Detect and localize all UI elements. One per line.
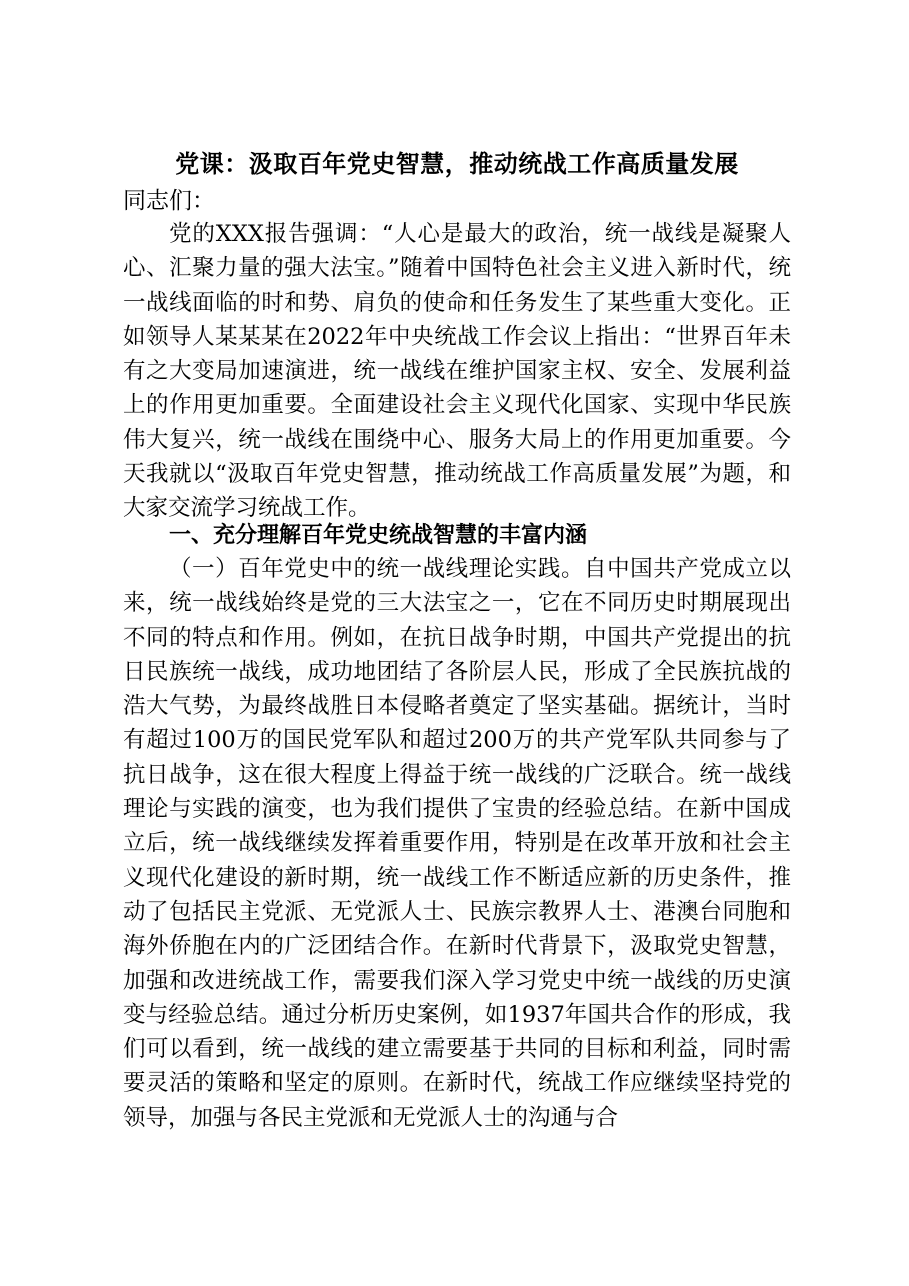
paragraph-section-1: （一）百年党史中的统一战线理论实践。自中国共产党成立以来，统一战线始终是党的三大法宝之一，它在不同历史时期展现出不同的特点和作用。例如，在抗日战争时期，中国共产党提出的抗日民族统一战线，成功地团结了各阶层人民，形成了全民族抗战的浩大气势，为最终战胜日本侵略者奠定了坚实基础。据统计，当时有超过100万的国民党军队和超过200万的共产党军队共同参与了抗日战争，这在很大程度上得益于统一战线的广泛联合。统一战线理论与实践的演变，也为我们提供了宝贵的经验总结。在新中国成立后，统一战线继续发挥着重要作用，特别是在改革开放和社会主义现代化建设的新时期，统一战线工作不断适应新的历史条件，推动了包括民主党派、无党派人士、民族宗教界人士、港澳台同胞和海外侨胞在内的广泛团结合作。在新时代背景下，汲取党史智慧，加强和改进统战工作，需要我们深入学习党史中统一战线的历史演变与经验总结。通过分析历史案例，如1937年国共合作的形成，我们可以看到，统一战线的建立需要基于共同的目标和利益，同时需要灵活的策略和坚定的原则。在新时代，统战工作应继续坚持党的领导，加强与各民主党派和无党派人士的沟通与合 — [123, 556, 791, 1131]
paragraph-intro: 党的XXX报告强调：“人心是最大的政治，统一战线是凝聚人心、汇聚力量的强大法宝。”随着中国特色社会主义进入新时代，统一战线面临的时和势、肩负的使命和任务发生了某些重大变化。正如领导人某某某在2022年中央统战工作会议上指出：“世界百年未有之大变局加速演进，统一战线在维护国家主权、安全、发展利益上的作用更加重要。全面建设社会主义现代化国家、实现中华民族伟大复兴，统一战线在围绕中心、服务大局上的作用更加重要。今天我就以“汲取百年党史智慧，推动统战工作高质量发展”为题，和大家交流学习统战工作。 — [123, 221, 791, 522]
section-heading: 一、充分理解百年党史统战智慧的丰富内涵 — [169, 523, 588, 548]
salutation: 同志们： — [123, 188, 215, 214]
document-title: 党课：汲取百年党史智慧，推动统战工作高质量发展 — [175, 149, 739, 178]
